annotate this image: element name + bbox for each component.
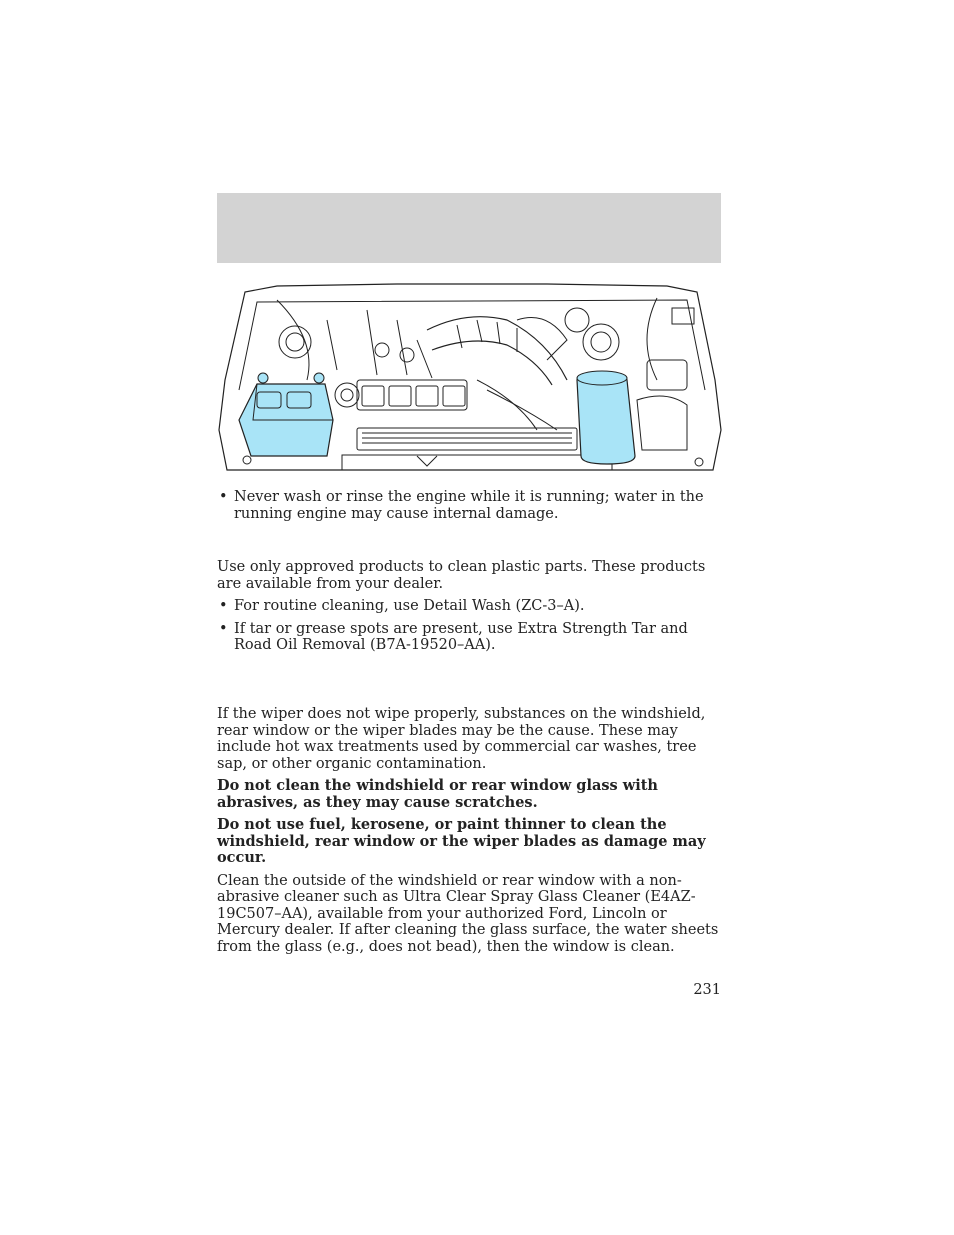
warning-solvents: Do not use fuel, kerosene, or paint thinner to clean the windshield, rear window or the wiper blades as damage may occur.: [217, 816, 706, 866]
bullet-item: [217, 621, 723, 654]
warning-abrasives: Do not clean the windshield or rear window glass with abrasives, as they may cause scratches.: [217, 777, 658, 811]
windows-intro: If the wiper does not wipe properly, substances on the windshield, rear window or the wiper blades may be the cause. These may include hot wax treatments used by commercial car washes, tree sap, or other organic contamination.: [217, 706, 706, 772]
plastic-cleaning-section: [217, 559, 723, 654]
bullet-text: For routine cleaning, use Detail Wash (ZC-3–A).: [234, 598, 585, 614]
page-number: 231: [693, 982, 721, 998]
bullet-glyph: •: [219, 620, 228, 637]
section-header-band: [217, 193, 721, 263]
window-cleaning-section: [217, 706, 723, 955]
windows-body: Clean the outside of the windshield or rear window with a non-abrasive cleaner such as Ultra Clear Spray Glass Cleaner (E4AZ-19C507–AA), available from your authorized Ford, Lincoln or Mercury dealer. If after cleaning the glass surface, the water sheets from the glass (e.g., does not bead), then the window is clean.: [217, 872, 719, 955]
engine-washing-bullet-list: [217, 489, 723, 522]
bullet-glyph: •: [219, 489, 228, 505]
bullet-text: Never wash or rinse the engine while it is running; water in the running engine may cause internal damage.: [234, 489, 704, 522]
bullet-item: [217, 489, 723, 522]
bullet-glyph: •: [219, 598, 228, 614]
bullet-item: [217, 598, 723, 615]
bullet-text: If tar or grease spots are present, use Extra Strength Tar and Road Oil Removal (B7A-19520–AA).: [234, 620, 688, 653]
plastic-intro: Use only approved products to clean plastic parts. These products are available from your dealer.: [217, 559, 706, 592]
engine-compartment-illustration: [217, 280, 723, 476]
